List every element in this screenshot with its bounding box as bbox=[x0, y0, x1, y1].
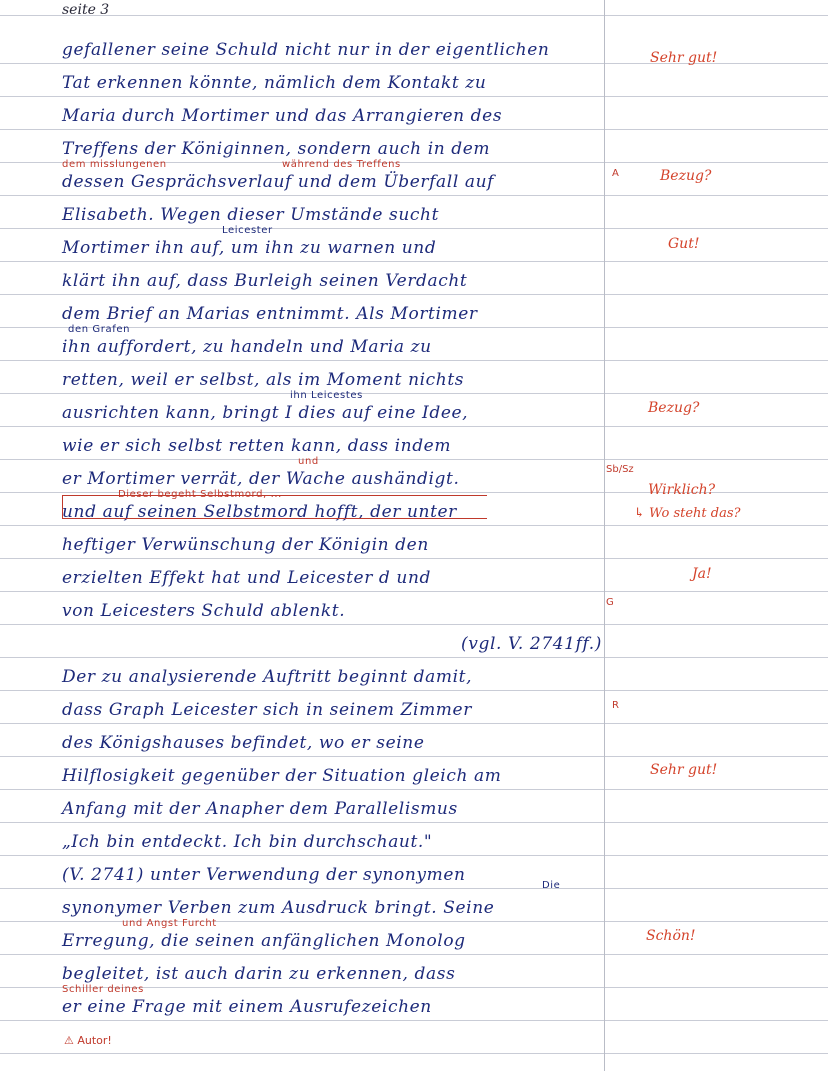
text-line: ihn Leicestes ausrichten kann, bringt I dies auf eine Idee, bbox=[62, 390, 469, 423]
correction-bracket bbox=[62, 495, 487, 519]
comment-gut: Gut! bbox=[668, 236, 700, 252]
text-line: Elisabeth. Wegen dieser Umstände sucht bbox=[62, 205, 440, 225]
comment-sehr-gut: Sehr gut! bbox=[650, 50, 718, 66]
comment-bezug: Bezug? bbox=[660, 168, 712, 184]
margin-line bbox=[604, 0, 605, 1071]
comment-bezug-2: Bezug? bbox=[648, 400, 700, 416]
comment-sehr-gut-2: Sehr gut! bbox=[650, 762, 718, 778]
insertion: den Grafen bbox=[68, 324, 131, 335]
text-line: dem Brief an Marias entnimmt. Als Mortimer bbox=[62, 304, 478, 324]
text-line: synonymer Verben zum Ausdruck bringt. Seine bbox=[62, 898, 495, 918]
text-line: und er Mortimer verrät, der Wache aushändigt. bbox=[62, 456, 460, 489]
text-line: Treffens der Königinnen, sondern auch in dem bbox=[62, 139, 491, 159]
text-line: des Königshauses befindet, wo er seine bbox=[62, 733, 425, 753]
insertion: Dieser begeht Selbstmord, ... bbox=[118, 489, 282, 500]
text-line: heftiger Verwünschung der Königin den bbox=[62, 535, 429, 555]
comment-wo-steht-das: ↳ Wo steht das? bbox=[634, 506, 741, 521]
text-line: Schiller deines er eine Frage mit einem Ausrufezeichen bbox=[62, 984, 432, 1017]
margin-mark-a: A bbox=[612, 168, 619, 179]
comment-ja: Ja! bbox=[692, 566, 712, 582]
insertion: Schiller deines bbox=[62, 984, 144, 995]
margin-mark-sbsz: Sb/Sz bbox=[606, 464, 634, 475]
text-line: retten, weil er selbst, als im Moment nichts bbox=[62, 370, 465, 390]
text-line: dass Graph Leicester sich in seinem Zimmer bbox=[62, 700, 472, 720]
text-line: Leicester Mortimer ihn auf, um ihn zu warnen und bbox=[62, 225, 437, 258]
text-line: gefallener seine Schuld nicht nur in der eigentlichen bbox=[62, 40, 550, 60]
text-line: „Ich bin entdeckt. Ich bin durchschaut." bbox=[62, 832, 433, 852]
text-line: begleitet, ist auch darin zu erkennen, dass bbox=[62, 964, 456, 984]
insertion: und Angst Furcht bbox=[122, 918, 217, 929]
insertion: während des Treffens bbox=[282, 159, 401, 170]
text-line: Die (V. 2741) unter Verwendung der synonymen bbox=[62, 865, 561, 891]
text-line: wie er sich selbst retten kann, dass indem bbox=[62, 436, 452, 456]
insertion: dem misslungenen bbox=[62, 159, 167, 170]
insertion: ihn Leicestes bbox=[290, 390, 363, 401]
text-line: dem misslungenen während des Treffens dessen Gesprächsverlauf und dem Überfall auf bbox=[62, 159, 495, 192]
insertion: Leicester bbox=[222, 225, 273, 236]
text-line: den Grafen ihn auffordert, zu handeln und Maria zu bbox=[62, 324, 432, 357]
text-line: klärt ihn auf, dass Burleigh seinen Verdacht bbox=[62, 271, 468, 291]
text-line: und Angst Furcht Erregung, die seinen anfänglichen Monolog bbox=[62, 918, 466, 951]
text-line: Der zu analysierende Auftritt beginnt damit, bbox=[62, 667, 473, 687]
text-line: (vgl. V. 2741ff.) bbox=[461, 634, 602, 654]
text-line: von Leicesters Schuld ablenkt. bbox=[62, 601, 346, 621]
insertion: und bbox=[298, 456, 319, 467]
comment-schoen: Schön! bbox=[646, 928, 696, 944]
insertion: Die bbox=[542, 880, 561, 891]
margin-mark-g: G bbox=[606, 597, 614, 608]
author-warning: ⚠ Autor! bbox=[64, 1034, 112, 1047]
text-line: Maria durch Mortimer und das Arrangieren des bbox=[62, 106, 503, 126]
text-line: Tat erkennen könnte, nämlich dem Kontakt zu bbox=[62, 73, 487, 93]
margin-mark-r: R bbox=[612, 700, 619, 711]
page-label: seite 3 bbox=[62, 2, 110, 18]
text-line: Anfang mit der Anapher dem Parallelismus bbox=[62, 799, 458, 819]
text-line: erzielten Effekt hat und Leicester d und bbox=[62, 568, 431, 588]
comment-wirklich: Wirklich? bbox=[648, 482, 716, 498]
handwritten-text bbox=[62, 34, 602, 1024]
text-line: Dieser begeht Selbstmord, ... und auf seinen Selbstmord hofft, der unter bbox=[62, 489, 457, 522]
text-line: Hilflosigkeit gegenüber der Situation gleich am bbox=[62, 766, 502, 786]
